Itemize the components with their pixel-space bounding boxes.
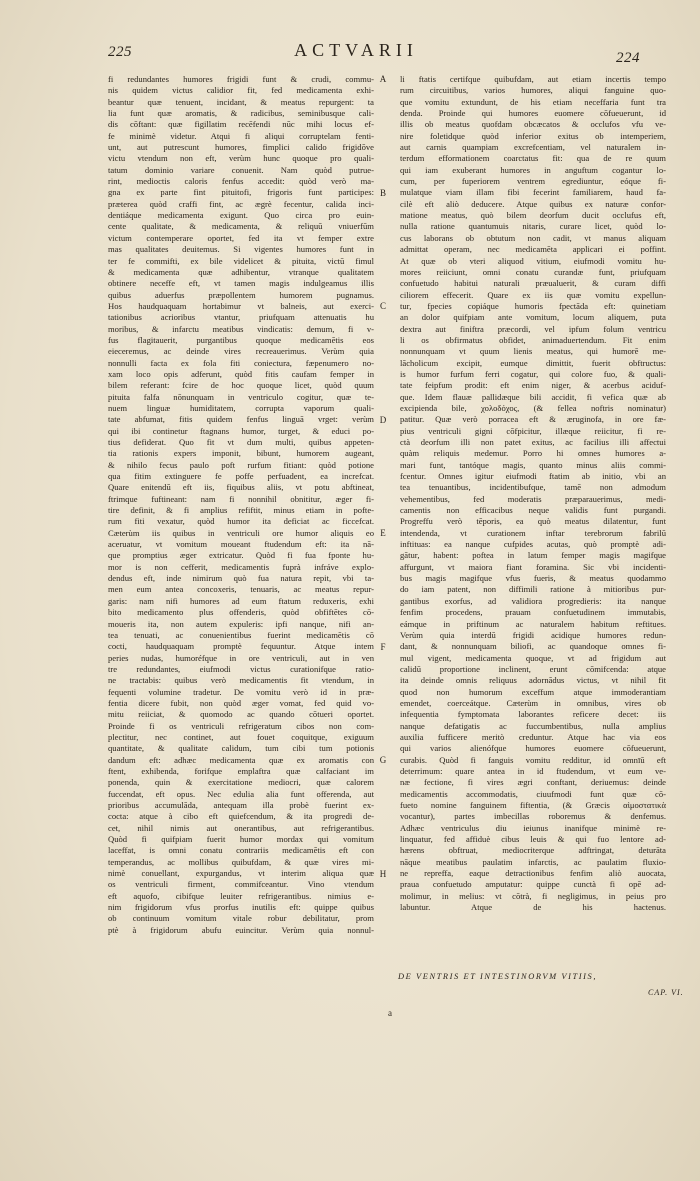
text-line: molimur, in melius: vt cōtrà, fi negligimus, in peius pro <box>400 890 666 901</box>
text-line: mulatque viam illam fibi fecerint familiarem, haud fa- <box>400 187 666 198</box>
text-line: Cæterùm iis quibus in ventriculi ore humor aliquis eo <box>108 527 374 538</box>
section-letter: D <box>379 414 387 425</box>
text-line: qui varios alienófque humores euomere cōfueuerunt, <box>400 743 666 754</box>
text-line: tea tenuantibus, incidentibufque, tamē non admodum <box>400 482 666 493</box>
section-letter: H <box>379 868 387 879</box>
text-line: admittat operam, nec medicamēta applicari ei poffint. <box>400 244 666 255</box>
text-line: inftituas: ea nanque cufpides acutas, quò promptè adi- <box>400 539 666 550</box>
text-line: is humor furfum ferri cogatur, qui colore fuo, & quali- <box>400 368 666 379</box>
text-line: Progreffu verò tēporis, ea quò meatus dilatentur, funt <box>400 516 666 527</box>
text-line: fequenti volumine tradetur. De vomitu verò id in præ- <box>108 686 374 697</box>
text-line: rint, medioctis caloris fenfus accedit: quòd verò ma- <box>108 176 374 187</box>
text-line: ciliorem effecerit. Quare ex iis quæ vomitu expellun- <box>400 289 666 300</box>
section-letter: E <box>380 528 386 538</box>
text-line: bilem referant: fcire de hoc quoque licet, quòd quum <box>108 380 374 391</box>
text-line: Adhæc ventriculus diu ieiunus inanifque minimè re- <box>400 822 666 833</box>
text-line: ne tractabis: quibus verò medicamentis fit vtendum, in <box>108 675 374 686</box>
text-line: rum fiti vexatur, quòd humor ita deficiat ac ficcefcat. <box>108 516 374 527</box>
text-line: infequentia fymptomata laborantes reficere decet: iis <box>400 709 666 720</box>
text-line: nuem linguæ humiditatem, corrupta vaporum quali- <box>108 402 374 413</box>
text-line: dant, & nonnunquam biliofi, ac quandoque omnes fi- <box>400 641 666 652</box>
text-line: mari funt, tantóque magis, quanto minus aliis commi- <box>400 459 666 470</box>
text-line: auxilia fufficere meritò creduntur. Atque hac via eos <box>400 731 666 742</box>
left-text-column <box>108 74 374 936</box>
text-line: cocta: atque à cibo eft quiefcendum, & ita progredi de- <box>108 811 374 822</box>
text-line: ter fe commifti, ex bile videlicet & pituita, victū fimul <box>108 255 374 266</box>
text-line: gna ex parte fint pituitofi, frigoris funt participes: <box>108 187 374 198</box>
text-line: aceruatur, vt vomitum moueant ftudendum eft: ita nā- <box>108 539 374 550</box>
text-line: dextra aut finiftra præcordi, vel ipfum folum ventricu <box>400 323 666 334</box>
text-line: bito medicamento plus offenderis, quòd obfiftētes cō- <box>108 607 374 618</box>
text-line: eámque in priftinum ac naturalem habitum reftitues. <box>400 618 666 629</box>
text-line: næ fectione, fi vires ægri conftant, deriuemus: deinde <box>400 777 666 788</box>
text-line: tatum dominio variare conuenit. Nam quòd putrue- <box>108 164 374 175</box>
text-line: tire definit, & fi amplius refiftit, minus etiam in pofte- <box>108 505 374 516</box>
text-line: ftent, exhibenda, forifque emplaftra quæ calfaciant im <box>108 765 374 776</box>
text-line: obtinere neceffe eft, vt tamen magis indulgeamus illis <box>108 278 374 289</box>
text-line: lācholicum excipit, eumque dimittit, fuerit obftructus: <box>400 357 666 368</box>
text-line: li ftatis certifque quibufdam, aut etiam incertis tempo <box>400 74 666 84</box>
text-line: cum, per fuperiorem ventrem egrediuntur, eóque fi- <box>400 176 666 187</box>
text-line: quod non humorum exceffum atque immoderantiam <box>400 686 666 697</box>
text-line: camentis non efficacibus neque validis funt purgandi. <box>400 505 666 516</box>
text-line: emendet, coerceátque. Cæterùm in omnibus, vires ob <box>400 697 666 708</box>
text-line: cus laborans ob obtutum non cadit, vt manus aliquam <box>400 232 666 243</box>
text-line: fentia dicere fubit, non quòd æger vomat, fed quid vo- <box>108 697 374 708</box>
text-line: victu vtendum non eft, verùm hunc quoque pro quali- <box>108 153 374 164</box>
text-line: tate feipfum prodit: eft enim niger, & acerbus aciduf- <box>400 380 666 391</box>
text-line: lia funt quæ aromatis, & radicibus, seminibusque cali- <box>108 108 374 119</box>
text-line: nulla ratione quantumuis nitaris, curare licet, quòd lo- <box>400 221 666 232</box>
running-title: ACTVARII <box>294 40 418 60</box>
text-line: nire foletidque quòd inferior exitus ob intemperiem, <box>400 130 666 141</box>
text-line: laceffat, is omni conatu contrariis medicamētis eft con <box>108 845 374 856</box>
text-line: beantur quæ tenuent, incidant, & meatus repurgent: ta <box>108 96 374 107</box>
page-number-left: 225 <box>108 44 132 60</box>
text-line: ob continuum vomitum vitale robur debilitatur, prom <box>108 913 374 924</box>
text-line: vehementibus, fed moderatis præparauerimus, medi- <box>400 493 666 504</box>
text-line: aut carnis quampiam excrefcentiam, vel naturalem in- <box>400 142 666 153</box>
text-line: cocti, haudquaquam promptè fequuntur. Atque intem <box>108 641 374 652</box>
text-line: mores reiiciunt, omni conatu curandæ funt, priufquam <box>400 266 666 277</box>
text-line: cente qualitate, & medicamenta, & reliquū vniuerfūm <box>108 221 374 232</box>
text-line: ne repreffa, eaque detractionibus fenfim aliò auocata, <box>400 868 666 879</box>
text-line: men eum antea concoxeris, tenuaris, ac meatus repur- <box>108 584 374 595</box>
page-number-right: 224 <box>616 50 640 66</box>
text-line: pius ventriculi gigni cōfpicitur, illæque reiicitur, fi re- <box>400 425 666 436</box>
text-line: praua confuetudo amputatur: quippe cunctà fi opē ad- <box>400 879 666 890</box>
text-line: victum contemperare oportet, fed ita vt femper extre <box>108 232 374 243</box>
text-line: labuntur. Atque de his hactenus. <box>400 902 666 913</box>
text-line: patitur. Quæ verò porracea eft & æruginofa, in ore fæ- <box>400 414 666 425</box>
text-line: tia rationis expers imponit, bibunt, humorem augeant, <box>108 448 374 459</box>
section-letter: C <box>379 301 386 311</box>
text-line: moueris ita, non autem expuleris: ipfi nanque, nifi an- <box>108 618 374 629</box>
text-line: Quare enitendū eft iis, fiquibus aliis, vt potu abftineat, <box>108 482 374 493</box>
text-line: quantitate, & qualitate calidum, tum cibi tum potionis <box>108 743 374 754</box>
text-line: dendus eft, inde nimirum quò fua natura repit, vbi ta- <box>108 573 374 584</box>
text-line: & nihilo fecus paulo poft rurfum fitiant: quòd potione <box>108 459 374 470</box>
text-line: denda. Proinde qui humores euomere cōfueuerunt, id <box>400 108 666 119</box>
text-line: mul vigent, medicamenta quoque, vt ad frigidum aut <box>400 652 666 663</box>
text-line: bus magis magifque vfus fueris, & meatus quodammo <box>400 573 666 584</box>
text-line: gantibus exorfus, ad validiora progredieris: ita nanque <box>400 595 666 606</box>
text-line: fi redundantes humores frigidi funt & crudi, commu- <box>108 74 374 84</box>
text-line: linquatur, fed affiduè cibus leuis & qui fuo lentore ad- <box>400 834 666 845</box>
text-line: terdum efformationem coarctatus fit: qua de re quum <box>400 153 666 164</box>
text-line: nāque meatibus paulatim infarctis, ac paulatim fluxio- <box>400 856 666 867</box>
text-line: prioribus accumulāda, antequam illa probè fuerint ex- <box>108 800 374 810</box>
text-line: fuccendat, eft opus. Nec edulia alia funt offerenda, aut <box>108 788 374 799</box>
text-line: moribus, & infarctu meatibus vindicatis: demum, fi v- <box>108 323 374 334</box>
text-line: cet, nihil nimis aut onerantibus, aut refrigerantibus. <box>108 822 374 833</box>
text-line: tationibus acrioribus vtantur, priufquam attenuatis hu <box>108 312 374 323</box>
text-line: fcentur. Omnes igitur eiufmodi ftatim ab initio, vbi an <box>400 471 666 482</box>
text-line: fueto nomine fanguinem fiftentia, (& Græcis αἱμοστατικὰ <box>400 800 666 810</box>
text-line: deterrimum: quare antea in id ftudendum, vt eum ve- <box>400 765 666 776</box>
text-line: nanque defatigatis ac fuccumbentibus, nulla amplius <box>400 720 666 731</box>
text-line: & medicamenta quæ adhibentur, vtranque qualitatem <box>108 266 374 277</box>
text-line: tur, fpecies copiáque humoris fpectāda eft: quinetiam <box>400 300 666 311</box>
text-line: os ventriculi firment, commifceantur. Vino vtendum <box>108 879 374 890</box>
text-line: excipienda bile, χολοδόχος, (& fellea noftris nominatur) <box>400 402 666 413</box>
chapter-number: CAP. VI. <box>648 988 684 997</box>
section-letter: F <box>380 641 386 652</box>
text-line: mor is non cefferit, medicamentis fuprà infráve explo- <box>108 561 374 572</box>
text-line: Verùm quia interdū frigidi acidique humores redun- <box>400 629 666 640</box>
text-line: garis: nam nifi humores ad eum ftatum reduxeris, exhi <box>108 595 374 606</box>
text-line: tre redundantes, eiufmodi victus curationifque ratio- <box>108 663 374 674</box>
text-line: intendenda, vt curationem inftar terebrorum fabrilū <box>400 527 666 538</box>
text-line: nis quidem victus calidior fit, fed medicamenta exhi- <box>108 85 374 96</box>
text-line: medicamentis accommodatis, ciuufmodi funt quæ cō- <box>400 788 666 799</box>
text-line: Proinde fi os ventriculi refrigeratum cibos non com- <box>108 720 374 731</box>
text-line: vocantur), partes imbecillas roboremus & denfemus. <box>400 811 666 822</box>
text-line: xam loco opis adferunt, quòd fitis caufam femper in <box>108 368 374 379</box>
text-line: qua fitim extinguere fe poffe perfuadent, ea increfcat. <box>108 471 374 482</box>
text-line: mas qualitates deuitemus. Si vigentes humores funt in <box>108 244 374 255</box>
text-line: calidū proportione inclinent, erunt cōmifcenda: atque <box>400 663 666 674</box>
text-line: gātur, habent: poftea in latum femper magis magifque <box>400 550 666 561</box>
text-line: ptè à frigidorum abufu euincitur. Verùm quia nonnul- <box>108 924 374 935</box>
text-line: rum circuitibus, varios humores, aliqui fanguine quo- <box>400 85 666 96</box>
text-line: præterea quòd craffi fint, ac ægrè fecentur, calida inci- <box>108 198 374 209</box>
text-line: ctà deorfum illi non patet exitus, ac facilius illi affectui <box>400 437 666 447</box>
section-letter: A <box>379 74 387 84</box>
text-line: nonnulli facta ex fola fiti coniectura, fæpenumero no- <box>108 357 374 368</box>
text-line: dis cōftant: quæ figillatim recēfendi nūc mihi locus ef- <box>108 119 374 130</box>
text-line: ftrimque fuftineant: nam fi nonnihil obnititur, æger fi- <box>108 493 374 504</box>
text-line: dentiáque medicamenta exigunt. Quo circa pro euin- <box>108 210 374 221</box>
text-line: qui ibi continetur ftagnans humor, turget, & educi po- <box>108 425 374 436</box>
text-line: unt, aut putrescunt humores, fimplici calido frigidōve <box>108 142 374 153</box>
text-line: At quæ ob vteri aliquod vitium, eiufmodi vomitu hu- <box>400 255 666 266</box>
text-line: fenfim procedens, prauam confuetudinem immutabis, <box>400 607 666 618</box>
text-line: confuetudo habitui naturali præualuerit, & curam diffi <box>400 278 666 289</box>
text-line: que. Idem flauæ pallidæque bili accidit, fi vefica quæ ab <box>400 391 666 402</box>
page-header <box>0 36 700 72</box>
text-line: plectitur, nec continet, aut fouet coquitque, exiguum <box>108 731 374 742</box>
text-line: mitu reiiciat, & quomodo ac quando cōtueri oportet. <box>108 709 374 720</box>
text-line: eft aquofo, cibifque leuiter refrigerantibus. nimius e- <box>108 890 374 901</box>
text-line: nim frigidorum vfus prorfus inutilis eft: quippe quibus <box>108 902 374 913</box>
text-line: quàm reliquis medemur. Porro hi omnes humores a- <box>400 448 666 459</box>
signature-mark: a <box>388 1008 392 1018</box>
text-line: affurgunt, vt maiora fiant foramina. Sic vbi incidenti- <box>400 561 666 572</box>
text-line: illis ob meatus quofdam obcæcatos & occlufos vfu ve- <box>400 119 666 130</box>
text-line: Quòd fi quifpiam fuerit humor mordax qui vomitum <box>108 834 374 845</box>
text-line: tea tenuati, ac conuenientibus fuerint medicamētis cō <box>108 629 374 640</box>
text-line: dandum eft: adhæc medicamenta quæ ex aromatis con <box>108 754 374 765</box>
text-line: curabis. Quòd fi fanguis vomitu redditur, id omnīū eft <box>400 754 666 765</box>
text-line: Hos haudquaquam hortabimur vt balneis, aut exerci- <box>108 300 374 311</box>
chapter-heading: DE VENTRIS ET INTESTINORVM VITIIS, <box>398 972 598 981</box>
text-line: tius defiderat. Quo fit vt dum multi, quibus appeten- <box>108 437 374 447</box>
text-line: ponenda, quin & exercitatione mediocri, quæ calorem <box>108 777 374 788</box>
section-letter: B <box>379 187 386 198</box>
text-line: que vomitu extundunt, de his etiam neceffaria funt tra <box>400 96 666 107</box>
section-letter: G <box>379 755 387 765</box>
text-line: fus flagitauerit, purgantibus quoque medicamētis eos <box>108 334 374 345</box>
text-line: que promptius æger extricatur. Quòd fi fua fponte hu- <box>108 550 374 561</box>
text-line: li os obfirmatus obfidet, animaduertendum. Fit enim <box>400 334 666 345</box>
text-line: quibus aduerfus præpollentem humorem pugnamus. <box>108 289 374 300</box>
text-line: eieceremus, ac deinde vires recreauerimus. Verùm quia <box>108 346 374 357</box>
right-text-column <box>400 74 666 913</box>
text-line: peries nudas, humoréfque in ore ventriculi, aut in ven <box>108 652 374 663</box>
text-line: nimè conuellant, expurgandus, vt interim aliqua quæ <box>108 868 374 879</box>
text-line: nonnunquam vt quum lienis meatus, qui humorē me- <box>400 346 666 357</box>
text-line: ita deinde omnis reliquus adornādus victus, vt nihil fit <box>400 675 666 686</box>
text-line: hærens obftruat, mediocriterque adftringat, deturāta <box>400 845 666 856</box>
text-line: cilè eft aliò deducere. Atque quibus ex naturæ confor- <box>400 198 666 209</box>
text-line: temperandus, ac mollibus quibufdam, & quæ vires mi- <box>108 856 374 867</box>
text-line: qui iam exuberant humores in anguftum cogantur lo- <box>400 164 666 175</box>
text-line: do iam patent, non diffimili ratione à mitioribus pur- <box>400 584 666 595</box>
text-line: matione meatus, quò bilem deorfum ducit occlufus eft, <box>400 210 666 221</box>
text-line: pituita falfa nōnunquam in ventriculo cogitur, quæ te- <box>108 391 374 402</box>
text-line: tate abfumat, fitis quidem fenfus linguā vrget: verùm <box>108 414 374 425</box>
text-line: an dolor quifpiam ante vomitum, locum aliquem, puta <box>400 312 666 323</box>
text-line: fe minimè videtur. Atqui fi aliqui corruptelam fenti- <box>108 130 374 141</box>
